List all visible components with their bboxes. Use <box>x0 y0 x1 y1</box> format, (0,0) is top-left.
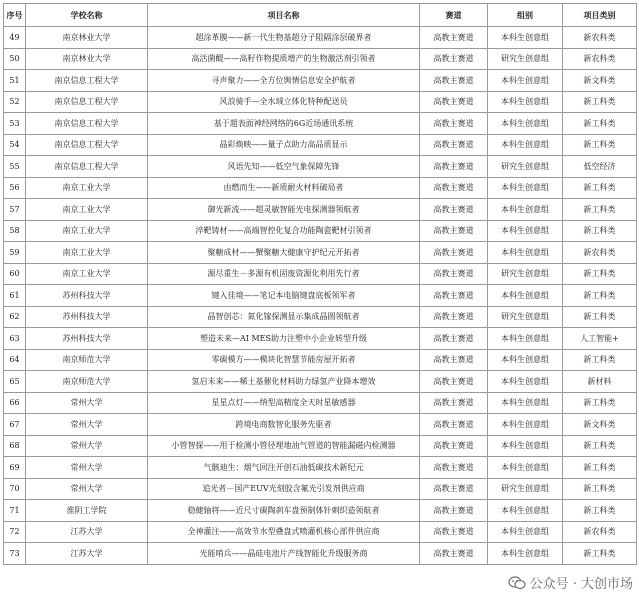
project-name: 全神灌注——高效节水型叠盘式喷灌机核心部件供应商 <box>148 521 420 543</box>
category: 新工科类 <box>563 134 637 156</box>
group: 研究生创意组 <box>488 306 563 328</box>
project-name: 由燃而生——新质耐火材料破局者 <box>148 177 420 199</box>
track: 高教主赛道 <box>420 177 488 199</box>
track: 高教主赛道 <box>420 134 488 156</box>
school-name: 南京信息工程大学 <box>26 156 148 178</box>
group: 本科生创意组 <box>488 70 563 92</box>
school-name: 南京信息工程大学 <box>26 113 148 135</box>
project-name: 星星点灯——纳型高精度全天时星敏感器 <box>148 392 420 414</box>
row-index: 71 <box>4 500 26 522</box>
school-name: 淮阴工学院 <box>26 500 148 522</box>
project-name: 小管智探——用于检测小管径埋地油气管道的智能漏磁内检测器 <box>148 435 420 457</box>
project-name: 气骸迪生：烟气回注开创石油低碳技术新纪元 <box>148 457 420 479</box>
school-name: 常州大学 <box>26 478 148 500</box>
project-name: 聚糖成材——蟹聚糖大健康守护纪元开拓者 <box>148 242 420 264</box>
header-project: 项目名称 <box>148 4 420 27</box>
track: 高教主赛道 <box>420 392 488 414</box>
header-school: 学校名称 <box>26 4 148 27</box>
school-name: 南京林业大学 <box>26 48 148 70</box>
category: 新农科类 <box>563 48 637 70</box>
category: 新工科类 <box>563 543 637 565</box>
category: 新工科类 <box>563 349 637 371</box>
row-index: 67 <box>4 414 26 436</box>
table-row <box>4 113 637 135</box>
project-name: 零碳模方——模块化智慧节能房屋开拓者 <box>148 349 420 371</box>
category: 新工科类 <box>563 113 637 135</box>
track: 高教主赛道 <box>420 220 488 242</box>
group: 研究生创意组 <box>488 156 563 178</box>
track: 高教主赛道 <box>420 328 488 350</box>
row-index: 51 <box>4 70 26 92</box>
header-index: 序号 <box>4 4 26 27</box>
row-index: 66 <box>4 392 26 414</box>
category: 新工科类 <box>563 392 637 414</box>
watermark-text: 公众号 · 大创市场 <box>529 577 633 592</box>
watermark <box>508 573 633 592</box>
project-name: 键入佳境——笔记本电脑键盘底板领军者 <box>148 285 420 307</box>
group: 本科生创意组 <box>488 199 563 221</box>
header-row <box>4 4 637 27</box>
table-row <box>4 349 637 371</box>
table-row <box>4 48 637 70</box>
school-name: 南京工业大学 <box>26 263 148 285</box>
project-name: 晶智创芯：氮化镓探测显示集成晶圆领航者 <box>148 306 420 328</box>
table-row <box>4 263 637 285</box>
category: 新农科类 <box>563 27 637 49</box>
school-name: 南京工业大学 <box>26 177 148 199</box>
row-index: 58 <box>4 220 26 242</box>
table-row <box>4 478 637 500</box>
group: 本科生创意组 <box>488 349 563 371</box>
project-name: 基于超表面神经网络的6G近场通讯系统 <box>148 113 420 135</box>
project-name: 塑造未来—AI MES助力注塑中小企业转型升级 <box>148 328 420 350</box>
school-name: 南京信息工程大学 <box>26 91 148 113</box>
category: 人工智能+ <box>563 328 637 350</box>
track: 高教主赛道 <box>420 371 488 393</box>
school-name: 南京师范大学 <box>26 349 148 371</box>
row-index: 72 <box>4 521 26 543</box>
group: 本科生创意组 <box>488 435 563 457</box>
table-row <box>4 156 637 178</box>
project-name: 风浪骑手—全水域立体化特种配送员 <box>148 91 420 113</box>
group: 本科生创意组 <box>488 521 563 543</box>
track: 高教主赛道 <box>420 156 488 178</box>
track: 高教主赛道 <box>420 263 488 285</box>
table-row <box>4 521 637 543</box>
category: 新工科类 <box>563 220 637 242</box>
table-body <box>4 27 637 565</box>
row-index: 57 <box>4 199 26 221</box>
track: 高教主赛道 <box>420 478 488 500</box>
school-name: 常州大学 <box>26 457 148 479</box>
group: 本科生创意组 <box>488 27 563 49</box>
table-row <box>4 500 637 522</box>
track: 高教主赛道 <box>420 113 488 135</box>
group: 本科生创意组 <box>488 285 563 307</box>
project-name: 晶彩焕映——量子点助力高品质显示 <box>148 134 420 156</box>
category: 新工科类 <box>563 500 637 522</box>
row-index: 64 <box>4 349 26 371</box>
project-name: 淬靶铸材——高端智控化复合功能陶瓷靶材引领者 <box>148 220 420 242</box>
row-index: 56 <box>4 177 26 199</box>
school-name: 南京工业大学 <box>26 220 148 242</box>
group: 本科生创意组 <box>488 392 563 414</box>
table-row <box>4 285 637 307</box>
group: 本科生创意组 <box>488 242 563 264</box>
table-row <box>4 91 637 113</box>
row-index: 50 <box>4 48 26 70</box>
track: 高教主赛道 <box>420 414 488 436</box>
group: 研究生创意组 <box>488 263 563 285</box>
track: 高教主赛道 <box>420 543 488 565</box>
wechat-icon <box>508 576 526 590</box>
row-index: 60 <box>4 263 26 285</box>
school-name: 南京信息工程大学 <box>26 70 148 92</box>
category: 新工科类 <box>563 478 637 500</box>
school-name: 南京师范大学 <box>26 371 148 393</box>
group: 本科生创意组 <box>488 457 563 479</box>
table-row <box>4 328 637 350</box>
table-row <box>4 306 637 328</box>
school-name: 苏州科技大学 <box>26 306 148 328</box>
header-group: 组别 <box>488 4 563 27</box>
row-index: 55 <box>4 156 26 178</box>
track: 高教主赛道 <box>420 435 488 457</box>
category: 新文科类 <box>563 70 637 92</box>
category: 新工科类 <box>563 91 637 113</box>
table-row <box>4 371 637 393</box>
table-row <box>4 242 637 264</box>
group: 本科生创意组 <box>488 220 563 242</box>
header-category: 项目类别 <box>563 4 637 27</box>
track: 高教主赛道 <box>420 349 488 371</box>
project-name: 御光新流——超灵敏智能光电探测器领航者 <box>148 199 420 221</box>
category: 新文科类 <box>563 414 637 436</box>
school-name: 常州大学 <box>26 414 148 436</box>
group: 本科生创意组 <box>488 134 563 156</box>
category: 新工科类 <box>563 457 637 479</box>
track: 高教主赛道 <box>420 521 488 543</box>
school-name: 常州大学 <box>26 392 148 414</box>
table-row <box>4 199 637 221</box>
group: 本科生创意组 <box>488 500 563 522</box>
school-name: 江苏大学 <box>26 521 148 543</box>
track: 高教主赛道 <box>420 306 488 328</box>
school-name: 江苏大学 <box>26 543 148 565</box>
row-index: 59 <box>4 242 26 264</box>
school-name: 南京信息工程大学 <box>26 134 148 156</box>
row-index: 52 <box>4 91 26 113</box>
track: 高教主赛道 <box>420 27 488 49</box>
category: 新农科类 <box>563 521 637 543</box>
results-table <box>3 3 637 565</box>
row-index: 61 <box>4 285 26 307</box>
project-name: 超涂革膜——新一代生物基超分子阻隔涂层破界者 <box>148 27 420 49</box>
group: 本科生创意组 <box>488 91 563 113</box>
table-row <box>4 27 637 49</box>
project-name: 风语先知——低空气象保障先锋 <box>148 156 420 178</box>
track: 高教主赛道 <box>420 500 488 522</box>
row-index: 65 <box>4 371 26 393</box>
table-row <box>4 414 637 436</box>
table-row <box>4 177 637 199</box>
table-row <box>4 435 637 457</box>
project-name: 追光者－国产EUV光刻胶含氟光引发剂供应商 <box>148 478 420 500</box>
header-track: 赛道 <box>420 4 488 27</box>
track: 高教主赛道 <box>420 242 488 264</box>
row-index: 70 <box>4 478 26 500</box>
group: 本科生创意组 <box>488 177 563 199</box>
project-name: 稳健轴将——近尺寸碳陶刹车盘预制体针刺织造领航者 <box>148 500 420 522</box>
group: 研究生创意组 <box>488 478 563 500</box>
school-name: 常州大学 <box>26 435 148 457</box>
track: 高教主赛道 <box>420 48 488 70</box>
school-name: 南京工业大学 <box>26 242 148 264</box>
row-index: 69 <box>4 457 26 479</box>
school-name: 苏州科技大学 <box>26 328 148 350</box>
track: 高教主赛道 <box>420 70 488 92</box>
category: 新工科类 <box>563 435 637 457</box>
group: 本科生创意组 <box>488 113 563 135</box>
row-index: 62 <box>4 306 26 328</box>
row-index: 68 <box>4 435 26 457</box>
table-row <box>4 392 637 414</box>
project-name: 光能哨兵——晶硅电池片产线智能化升级服务商 <box>148 543 420 565</box>
group: 本科生创意组 <box>488 328 563 350</box>
project-name: 氢启未来——稀土基催化材料助力绿氢产业降本增效 <box>148 371 420 393</box>
track: 高教主赛道 <box>420 285 488 307</box>
project-name: 跨境电商数智化服务先驱者 <box>148 414 420 436</box>
project-name: 寻声聚力——全方位舆情信息安全护航者 <box>148 70 420 92</box>
category: 新工科类 <box>563 263 637 285</box>
category: 新材料 <box>563 371 637 393</box>
track: 高教主赛道 <box>420 457 488 479</box>
project-name: 源尽重生－多源有机固废资源化利用先行者 <box>148 263 420 285</box>
category: 新工科类 <box>563 306 637 328</box>
track: 高教主赛道 <box>420 199 488 221</box>
table-row <box>4 70 637 92</box>
table-row <box>4 134 637 156</box>
table-row <box>4 220 637 242</box>
category: 新工科类 <box>563 199 637 221</box>
school-name: 南京工业大学 <box>26 199 148 221</box>
row-index: 63 <box>4 328 26 350</box>
project-name: 高活菌醍——高籽作物提质增产的生物激活剂引领者 <box>148 48 420 70</box>
row-index: 49 <box>4 27 26 49</box>
category: 新农科类 <box>563 242 637 264</box>
row-index: 54 <box>4 134 26 156</box>
row-index: 53 <box>4 113 26 135</box>
category: 新工科类 <box>563 285 637 307</box>
group: 本科生创意组 <box>488 543 563 565</box>
school-name: 南京林业大学 <box>26 27 148 49</box>
track: 高教主赛道 <box>420 91 488 113</box>
row-index: 73 <box>4 543 26 565</box>
group: 研究生创意组 <box>488 48 563 70</box>
school-name: 苏州科技大学 <box>26 285 148 307</box>
table-row <box>4 543 637 565</box>
category: 新工科类 <box>563 177 637 199</box>
group: 本科生创意组 <box>488 414 563 436</box>
group: 本科生创意组 <box>488 371 563 393</box>
category: 低空经济 <box>563 156 637 178</box>
table-row <box>4 457 637 479</box>
